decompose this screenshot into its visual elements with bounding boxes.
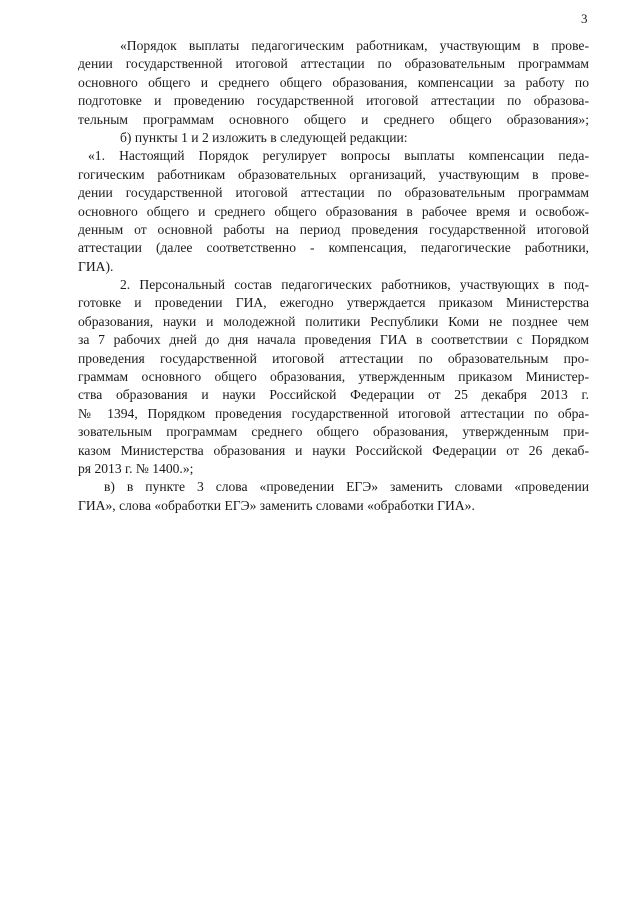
text-line: основного общего и среднего общего образования, компенсации за работу по [78,74,589,90]
text-line: за 7 рабочих дней до дня начала проведения ГИА в соответствии с Порядком [78,332,589,348]
text-line: аттестации (далее соответственно - компенсация, педагогические работники, [78,240,589,256]
text-line: готовке и проведении ГИА, ежегодно утверждается приказом Министерства [78,295,589,311]
paragraph-title-quote [78,37,589,129]
text-line: дении государственной итоговой аттестации по образовательным программам [78,56,589,72]
text-line: ГИА», слова «обработки ЕГЭ» заменить словами «обработки ГИА». [78,497,475,513]
text-line: ГИА). [78,258,114,274]
paragraph-item-b [78,129,589,147]
paragraph-point-2 [78,276,589,478]
text-line: подготовке и проведению государственной итоговой аттестации по образова- [78,93,589,109]
text-line: денным от основной работы на период проведения государственной итоговой [78,221,589,237]
text-line: дении государственной итоговой аттестации по образовательным программам [78,185,589,201]
text-line: граммам основного общего образования, утвержденным приказом Министер- [78,369,589,385]
text-line: зовательным программам среднего общего образования, утвержденным при- [78,424,589,440]
text-line: тельным программам основного общего и среднего общего образования»; [78,111,589,127]
text-line: образования, науки и молодежной политики Республики Коми не позднее чем [78,313,589,329]
text-line: ря 2013 г. № 1400.»; [78,460,194,476]
paragraph-item-v [78,478,589,515]
text-line: гогическим работникам образовательных организаций, участвующим в прове- [78,166,589,182]
text-line: «Порядок выплаты педагогическим работникам, участвующим в прове- [120,38,589,53]
text-line: в) в пункте 3 слова «проведении ЕГЭ» заменить словами «проведении [104,479,589,495]
paragraph-point-1 [78,147,589,276]
text-line: б) пункты 1 и 2 изложить в следующей редакции: [120,129,408,145]
text-line: казом Министерства образования и науки Российской Федерации от 26 декаб- [78,442,589,458]
text-line: «1. Настоящий Порядок регулирует вопросы выплаты компенсации педа- [88,148,589,164]
document-body [78,37,589,515]
text-line: ства образования и науки Российской Федерации от 25 декабря 2013 г. [78,387,589,403]
text-line: проведения государственной итоговой аттестации по образовательным про- [78,350,589,366]
text-line: 2. Персональный состав педагогических работников, участвующих в под- [120,277,589,293]
page-number: 3 [581,11,588,26]
text-line: основного общего и среднего общего образования в рабочее время и освобож- [78,203,589,219]
text-line: № 1394, Порядком проведения государственной итоговой аттестации по обра- [78,405,589,421]
